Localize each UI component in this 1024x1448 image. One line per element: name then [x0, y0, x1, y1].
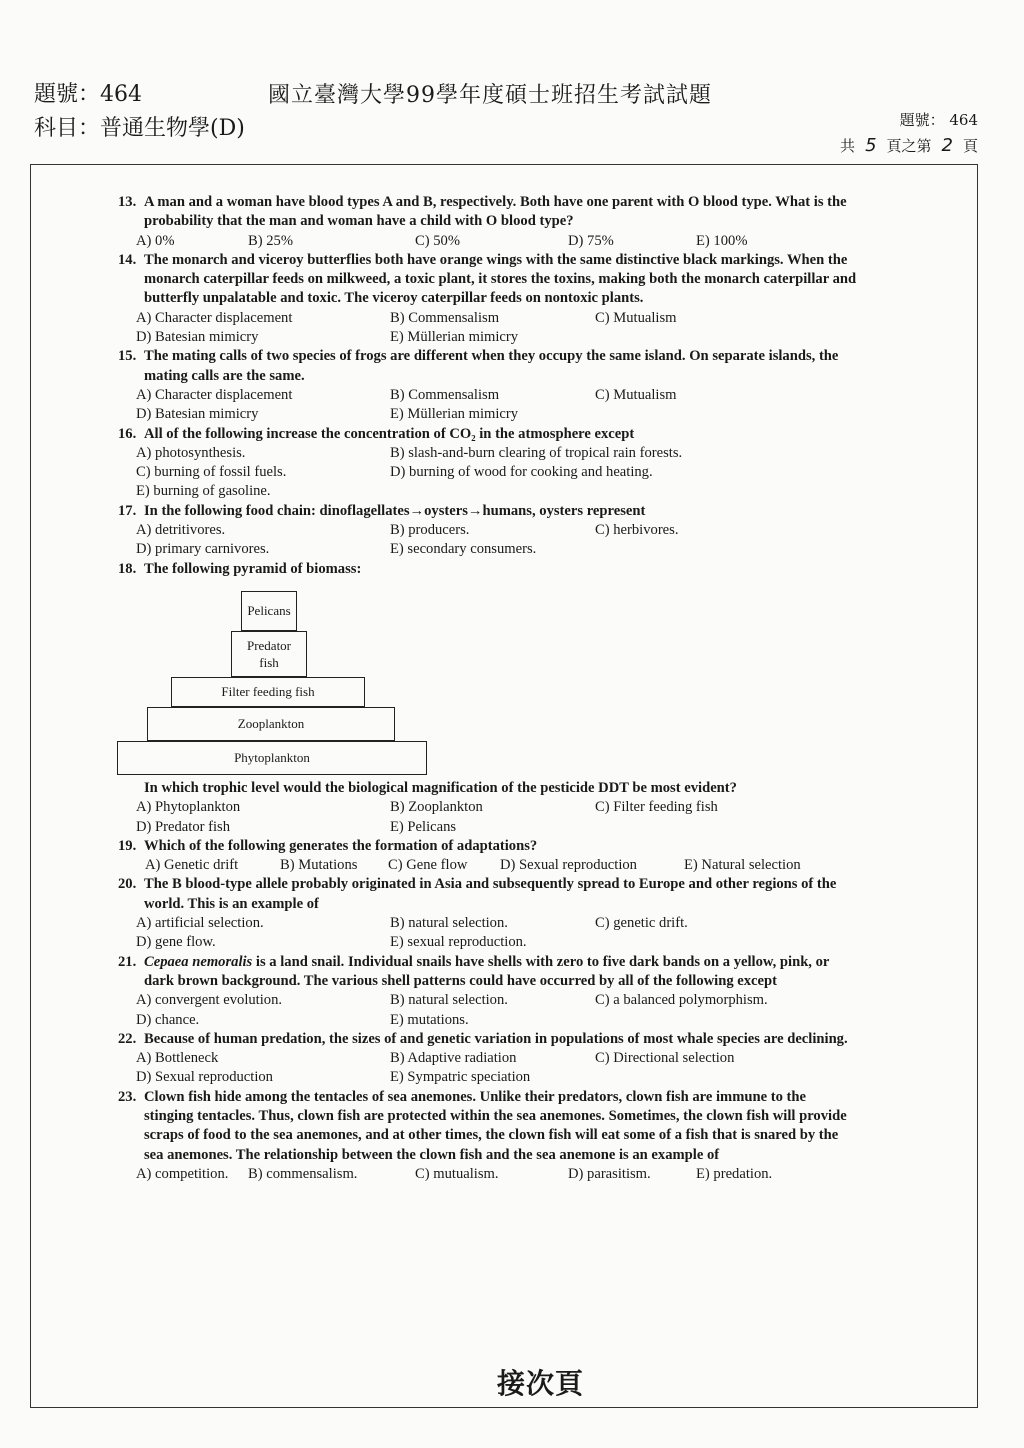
question-text: All of the following increase the concentration of CO₂ in the atmosphere except [144, 425, 635, 442]
option-row [118, 1165, 858, 1184]
question-number: 16. [118, 425, 137, 442]
option-row [118, 309, 858, 328]
option-row [118, 232, 858, 251]
option-row [118, 444, 858, 463]
answer-option: E) Pelicans [390, 818, 457, 835]
answer-option: C) burning of fossil fuels. [136, 464, 287, 481]
question-text: In the following food chain: dinoflagellates→oysters→humans, oysters represent [144, 502, 646, 519]
continued-next-page: 接次頁 [497, 1367, 585, 1400]
question-stem [118, 837, 858, 856]
option-row [118, 914, 858, 933]
question [118, 347, 858, 424]
question [118, 837, 858, 876]
exam-number: 題號：464 [34, 82, 142, 107]
answer-option: A) photosynthesis. [136, 444, 246, 461]
header-left [34, 78, 245, 146]
exam-title: 國立臺灣大學99學年度碩士班招生考試試題 [268, 83, 712, 108]
answer-option: E) secondary consumers. [390, 541, 537, 558]
question [118, 560, 858, 579]
question-text: The mating calls of two species of frogs are different when they occupy the same island. On separate islands, the mating calls are the same. [144, 348, 839, 384]
question [118, 1088, 858, 1184]
question-text: The following pyramid of biomass: [144, 560, 362, 577]
question-number: 14. [118, 251, 137, 268]
pyramid-tier: Zooplankton [147, 707, 395, 741]
answer-option: B) natural selection. [390, 992, 508, 1009]
answer-option: E) burning of gasoline. [136, 483, 271, 500]
option-row [118, 463, 858, 482]
answer-option: A) competition. [136, 1165, 229, 1182]
header-right [840, 108, 978, 159]
answer-option: B) Commensalism [390, 386, 500, 403]
answer-option: A) Character displacement [136, 309, 293, 326]
option-row [118, 991, 858, 1010]
option-row [118, 818, 858, 837]
answer-option: E) 100% [696, 232, 748, 249]
option-row [118, 856, 858, 875]
question-stem [118, 425, 858, 444]
answer-option: B) Adaptive radiation [390, 1050, 517, 1067]
question-text: A man and a woman have blood types A and B, respectively. Both have one parent with O blood type. What is the probability that the man and woman have a child with O blood type? [144, 194, 847, 230]
answer-option: C) Directional selection [595, 1050, 735, 1067]
total-pages: 5 [865, 135, 877, 156]
question [118, 193, 858, 251]
current-page: 2 [941, 135, 953, 156]
answer-option: E) mutations. [390, 1011, 469, 1028]
answer-option: D) Batesian mimicry [136, 406, 259, 423]
answer-option: E) Natural selection [684, 857, 801, 874]
question-number: 21. [118, 953, 137, 970]
answer-option: E) sexual reproduction. [390, 934, 527, 951]
answer-option: A) Bottleneck [136, 1050, 219, 1067]
answer-option: D) Sexual reproduction [500, 857, 637, 874]
answer-option: B) Commensalism [390, 309, 500, 326]
biomass-pyramid [117, 579, 858, 779]
answer-option: D) 75% [568, 232, 614, 249]
question-number: 23. [118, 1088, 137, 1105]
option-row [118, 386, 858, 405]
page-indicator: 共 5 頁之第 2 頁 [840, 135, 978, 156]
answer-option: C) Mutualism [595, 386, 677, 403]
exam-number-right: 題號： 464 [899, 111, 978, 129]
option-row [118, 1011, 858, 1030]
question-list [118, 193, 858, 1184]
answer-option: C) a balanced polymorphism. [595, 992, 768, 1009]
answer-option: B) Zooplankton [390, 799, 483, 816]
question-stem [118, 193, 858, 232]
option-row [118, 1049, 858, 1068]
question [118, 779, 858, 837]
answer-option: E) Sympatric speciation [390, 1069, 531, 1086]
answer-option: A) artificial selection. [136, 915, 264, 932]
answer-option: D) Sexual reproduction [136, 1069, 273, 1086]
answer-option: C) genetic drift. [595, 915, 688, 932]
answer-option: E) predation. [696, 1165, 773, 1182]
question-stem [118, 1030, 858, 1049]
answer-option: A) 0% [136, 232, 175, 249]
question-text: The B blood-type allele probably originated in Asia and subsequently spread to Europe and other regions of the world. This is an example of [144, 876, 837, 912]
question-stem [118, 347, 858, 386]
question [118, 875, 858, 952]
answer-option: D) Predator fish [136, 818, 231, 835]
question-text: In which trophic level would the biological magnification of the pesticide DDT be most evident? [144, 779, 737, 796]
answer-option: A) Character displacement [136, 386, 293, 403]
answer-option: B) slash-and-burn clearing of tropical rain forests. [390, 444, 683, 461]
option-row [118, 540, 858, 559]
answer-option: D) burning of wood for cooking and heating. [390, 464, 653, 481]
option-row [118, 1068, 858, 1087]
answer-option: D) Batesian mimicry [136, 329, 259, 346]
option-row [118, 328, 858, 347]
option-row [118, 521, 858, 540]
answer-option: D) parasitism. [568, 1165, 651, 1182]
question-number: 17. [118, 502, 137, 519]
pyramid-tier: Pelicans [241, 591, 297, 631]
question-text: The monarch and viceroy butterflies both have orange wings with the same distinctive black markings. When the monarch caterpillar feeds on milkweed, a toxic plant, it stores the toxins, making both the monarch caterpillar and butterfly unpalatable and toxic. The viceroy caterpillar feeds on nontoxic plants. [144, 251, 857, 307]
answer-option: D) chance. [136, 1011, 200, 1028]
question-stem [118, 953, 858, 992]
question-stem [118, 779, 858, 798]
answer-option: A) Phytoplankton [136, 799, 241, 816]
answer-option: E) Müllerian mimicry [390, 406, 519, 423]
answer-option: B) 25% [248, 232, 293, 249]
pyramid-tier: Filter feeding fish [171, 677, 365, 707]
question-number: 13. [118, 194, 137, 210]
question-stem [118, 1088, 858, 1165]
answer-option: B) natural selection. [390, 915, 508, 932]
option-row [118, 933, 858, 952]
answer-option: B) commensalism. [248, 1165, 358, 1182]
answer-option: A) detritivores. [136, 522, 226, 539]
question-stem [118, 502, 858, 521]
question [118, 251, 858, 347]
answer-option: C) Gene flow [388, 857, 468, 874]
option-row [118, 798, 858, 817]
question-number: 19. [118, 837, 137, 854]
option-row [118, 405, 858, 424]
question-number: 22. [118, 1030, 137, 1047]
question [118, 425, 858, 502]
answer-option: D) gene flow. [136, 934, 216, 951]
answer-option: D) primary carnivores. [136, 541, 270, 558]
question-text: is a land snail. Individual snails have shells with zero to five dark bands on a yellow, pink, or dark brown background. The various shell patterns could have occurred by all of the following except [144, 953, 830, 989]
answer-option: B) producers. [390, 522, 470, 539]
question-text: Which of the following generates the formation of adaptations? [144, 837, 538, 854]
option-row [118, 482, 858, 501]
question-text: Because of human predation, the sizes of and genetic variation in populations of most whale species are declining. [144, 1030, 848, 1047]
answer-option: C) herbivores. [595, 522, 679, 539]
question-number: 15. [118, 348, 137, 365]
species-name: Cepaea nemoralis [144, 953, 253, 970]
question-stem [118, 560, 858, 579]
question-number: 20. [118, 876, 137, 893]
question [118, 502, 858, 560]
answer-option: B) Mutations [280, 857, 358, 874]
pyramid-tier: Predator fish [231, 631, 307, 677]
question-stem [118, 875, 858, 914]
subject: 科目：普通生物學(D) [34, 116, 245, 141]
answer-option: C) mutualism. [415, 1165, 499, 1182]
answer-option: C) 50% [415, 232, 460, 249]
question-stem [118, 251, 858, 309]
answer-option: C) Mutualism [595, 309, 677, 326]
question-number: 18. [118, 560, 137, 577]
question [118, 953, 858, 1030]
answer-option: C) Filter feeding fish [595, 799, 718, 816]
answer-option: E) Müllerian mimicry [390, 329, 519, 346]
answer-option: A) convergent evolution. [136, 992, 283, 1009]
question [118, 1030, 858, 1088]
answer-option: A) Genetic drift [145, 857, 239, 874]
question-text: Clown fish hide among the tentacles of sea anemones. Unlike their predators, clown fish are immune to the stinging tentacles. Thus, clown fish are protected within the sea anemones. Sometimes, the clown fish will provide scraps of food to the sea anemones, and at other times, the clown fish will eat some of a fish that is snared by the sea anemones. The relationship between the clown fish and the sea anemone is an example of [144, 1088, 847, 1163]
pyramid-tier: Phytoplankton [117, 741, 427, 775]
